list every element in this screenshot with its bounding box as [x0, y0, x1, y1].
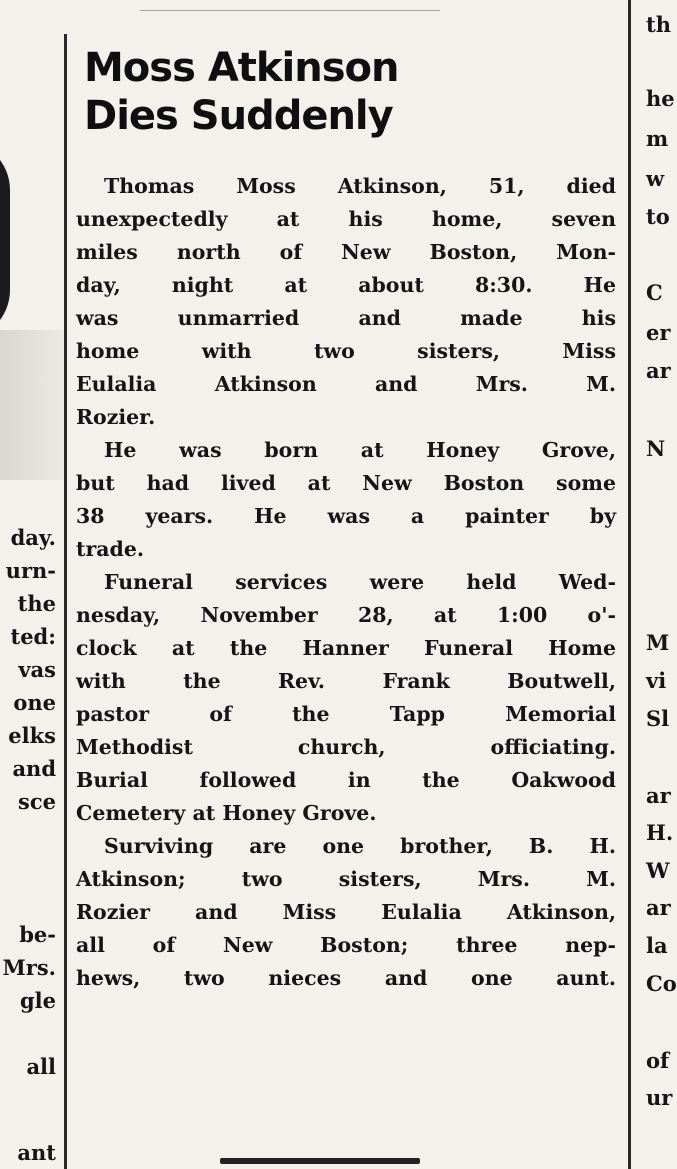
text-line: Rozier.	[76, 405, 156, 429]
left-fragment: be-	[19, 922, 56, 947]
text-line: Eulalia Atkinson and Mrs. M.	[76, 372, 616, 396]
left-fragment: vas	[18, 657, 56, 682]
left-fragment: ant	[17, 1140, 56, 1165]
paragraph-4	[76, 830, 616, 995]
text-line: He was born at Honey Grove,	[104, 438, 616, 462]
right-fragment: er	[646, 320, 671, 345]
text-line: Atkinson; two sisters, Mrs. M.	[76, 867, 616, 891]
text-line: with the Rev. Frank Boutwell,	[76, 669, 616, 693]
text-line: Cemetery at Honey Grove.	[76, 801, 377, 825]
text-line: was unmarried and made his	[76, 306, 616, 330]
right-fragment: Co	[646, 971, 677, 996]
left-fragment: the	[17, 591, 56, 616]
right-fragment: C	[646, 280, 663, 305]
paragraph-3	[76, 566, 616, 830]
top-rule	[140, 10, 440, 11]
right-fragment: he	[646, 86, 675, 111]
text-line: but had lived at New Boston some	[76, 471, 616, 495]
paragraph-1	[76, 170, 616, 434]
text-line: pastor of the Tapp Memorial	[76, 702, 616, 726]
text-line: all of New Boston; three nep-	[76, 933, 616, 957]
left-fragment: one	[13, 690, 56, 715]
text-line: home with two sisters, Miss	[76, 339, 616, 363]
right-fragment: m	[646, 126, 669, 151]
text-line: trade.	[76, 537, 145, 561]
text-line: day, night at about 8:30. He	[76, 273, 616, 297]
text-line: Funeral services were held Wed-	[104, 570, 616, 594]
paragraph-2	[76, 434, 616, 566]
right-fragment: to	[646, 204, 670, 229]
right-fragment: vi	[646, 668, 667, 693]
left-fragment: and	[12, 756, 56, 781]
right-fragment: ar	[646, 783, 671, 808]
text-line: hews, two nieces and one aunt.	[76, 966, 616, 990]
left-fragment: Mrs.	[2, 955, 56, 980]
right-column-fragment	[640, 0, 677, 1169]
left-fragment: sce	[18, 789, 56, 814]
text-line: nesday, November 28, at 1:00 o'-	[76, 603, 616, 627]
left-column-fragment	[0, 0, 64, 1169]
headline-line: Moss Atkinson	[84, 45, 399, 91]
column-rule-left	[64, 34, 67, 1169]
left-fragment: urn-	[5, 558, 56, 583]
right-fragment: la	[646, 933, 668, 958]
right-fragment: w	[646, 166, 665, 191]
text-line: Methodist church, officiating.	[76, 735, 616, 759]
column-rule-right	[628, 0, 631, 1169]
text-line: Surviving are one brother, B. H.	[104, 834, 616, 858]
text-line: 38 years. He was a painter by	[76, 504, 616, 528]
left-fragment: ted:	[10, 624, 56, 649]
right-fragment: W	[646, 858, 670, 883]
text-line: Rozier and Miss Eulalia Atkinson,	[76, 900, 616, 924]
right-fragment: ar	[646, 358, 671, 383]
headline	[84, 44, 604, 140]
text-line: miles north of New Boston, Mon-	[76, 240, 616, 264]
right-fragment: M	[646, 630, 670, 655]
left-fragment: gle	[19, 988, 56, 1013]
left-fragment: elks	[8, 723, 56, 748]
photo-shadow	[0, 330, 64, 480]
end-rule	[220, 1158, 420, 1164]
left-fragment: all	[26, 1054, 56, 1079]
text-line: clock at the Hanner Funeral Home	[76, 636, 616, 660]
right-fragment: Sl	[646, 706, 670, 731]
right-fragment: th	[646, 12, 671, 37]
text-line: Burial followed in the Oakwood	[76, 768, 616, 792]
right-fragment: H.	[646, 820, 674, 845]
photo-fragment	[0, 140, 10, 340]
right-fragment: ur	[646, 1085, 673, 1110]
headline-line: Dies Suddenly	[84, 93, 393, 139]
text-line: unexpectedly at his home, seven	[76, 207, 616, 231]
left-fragment: day.	[10, 525, 56, 550]
right-fragment: ar	[646, 895, 671, 920]
right-fragment: of	[646, 1048, 670, 1073]
text-line: Thomas Moss Atkinson, 51, died	[104, 174, 616, 198]
right-fragment: N	[646, 436, 666, 461]
